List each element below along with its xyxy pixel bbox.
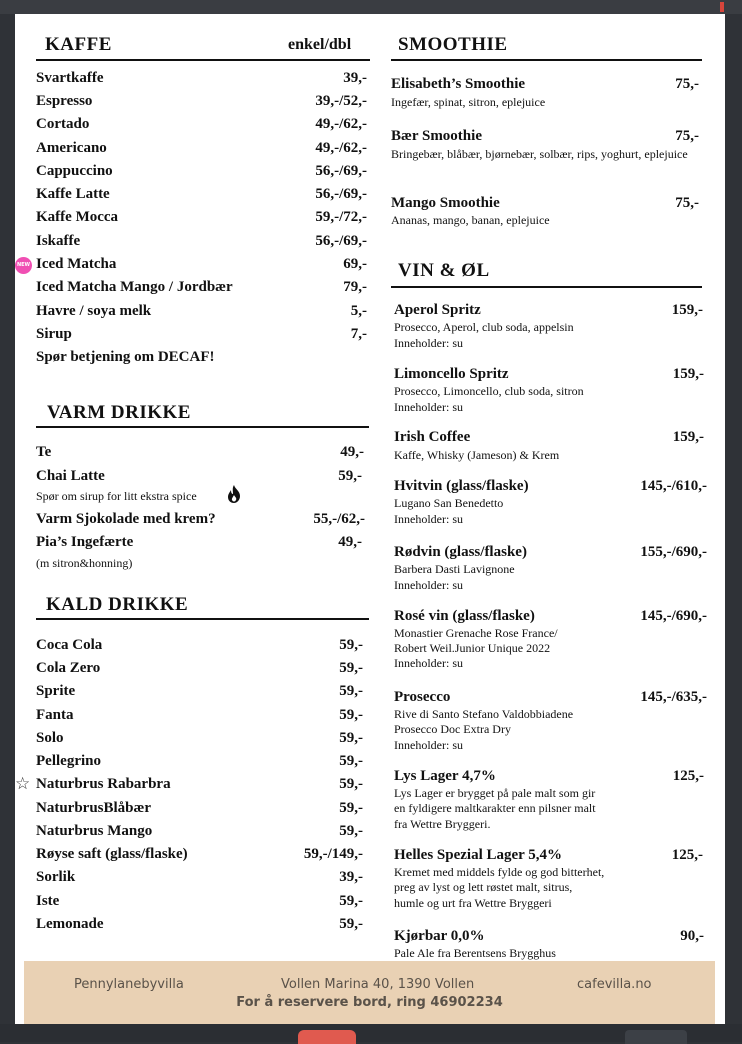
menu-item-name: Iskaffe bbox=[36, 233, 81, 249]
menu-item-price: 155,-/690,- bbox=[640, 544, 707, 560]
menu-item-price: 59,- bbox=[339, 916, 363, 932]
menu-item-name: Chai Latte bbox=[36, 468, 105, 484]
footer-reservation: For å reservere bord, ring 46902234 bbox=[236, 995, 503, 1010]
menu-item-name: Espresso bbox=[36, 93, 93, 109]
menu-item-price: 75,- bbox=[675, 128, 699, 144]
menu-item-price: 7,- bbox=[350, 326, 367, 342]
menu-item-price: 59,-/149,- bbox=[303, 846, 363, 862]
menu-item-name: Hvitvin (glass/flaske) bbox=[394, 478, 529, 494]
menu-item-price: 75,- bbox=[675, 195, 699, 211]
menu-item-name: Limoncello Spritz bbox=[394, 366, 509, 382]
menu-item-desc: Inneholder: su bbox=[394, 336, 463, 350]
menu-item-price: 145,-/610,- bbox=[640, 478, 707, 494]
smoothie-rule bbox=[391, 59, 702, 61]
star-icon: ☆ bbox=[15, 774, 31, 794]
menu-item-price: 145,-/690,- bbox=[640, 608, 707, 624]
menu-item-price: 5,- bbox=[350, 303, 367, 319]
footer-banner bbox=[24, 961, 715, 1024]
vin-rule bbox=[391, 286, 702, 288]
menu-item-desc: fra Wettre Bryggeri. bbox=[394, 817, 491, 831]
chai-note: Spør om sirup for litt ekstra spice bbox=[36, 489, 197, 503]
menu-item-name: Kaffe Mocca bbox=[36, 209, 119, 225]
menu-item-price: 69,- bbox=[343, 256, 367, 272]
menu-item-price: 59,- bbox=[339, 800, 363, 816]
footer-address: Vollen Marina 40, 1390 Vollen bbox=[281, 977, 475, 992]
menu-item-price: 49,-/62,- bbox=[315, 140, 367, 156]
menu-item-desc: Bringebær, blåbær, bjørnebær, solbær, rips, yoghurt, eplejuice bbox=[391, 147, 688, 161]
varm-rule bbox=[36, 426, 369, 428]
menu-item-price: 59,- bbox=[339, 893, 363, 909]
menu-item-name: Prosecco bbox=[394, 689, 451, 705]
menu-item-price: 59,-/72,- bbox=[315, 209, 367, 225]
menu-item-name: Iced Matcha bbox=[36, 256, 117, 272]
menu-item-name: Solo bbox=[36, 730, 64, 746]
menu-item-price: 90,- bbox=[680, 928, 704, 944]
menu-item-name: Havre / soya melk bbox=[36, 303, 152, 319]
menu-item-name: Pia’s Ingefærte bbox=[36, 534, 134, 550]
menu-item-name: Varm Sjokolade med krem? bbox=[36, 511, 216, 527]
menu-item-name: Iced Matcha Mango / Jordbær bbox=[36, 279, 233, 295]
menu-item-desc: Inneholder: su bbox=[394, 400, 463, 414]
menu-item-desc: Pale Ale fra Berentsens Brygghus bbox=[394, 946, 556, 960]
menu-item-name: Svartkaffe bbox=[36, 70, 104, 86]
menu-item-price: 59,- bbox=[338, 468, 362, 484]
menu-item-name: Kjørbar 0,0% bbox=[394, 928, 485, 944]
kaffe-subheader: enkel/dbl bbox=[288, 36, 352, 53]
menu-item-price: 56,-/69,- bbox=[315, 233, 367, 249]
menu-page bbox=[15, 14, 725, 1024]
vin-heading: VIN & ØL bbox=[398, 260, 490, 281]
menu-item-name: Lys Lager 4,7% bbox=[394, 768, 496, 784]
menu-item-price: 49,-/62,- bbox=[315, 116, 367, 132]
kaffe-heading: KAFFE bbox=[45, 34, 112, 55]
menu-item-desc: Kaffe, Whisky (Jameson) & Krem bbox=[394, 448, 560, 462]
kald-rule bbox=[36, 618, 369, 620]
menu-item-name: Fanta bbox=[36, 707, 74, 723]
menu-item-price: 79,- bbox=[343, 279, 367, 295]
menu-item-name: Naturbrus Rabarbra bbox=[36, 776, 171, 792]
menu-item-price: 39,-/52,- bbox=[315, 93, 367, 109]
menu-item-name: Helles Spezial Lager 5,4% bbox=[394, 847, 563, 863]
menu-item-name: NaturbrusBlåbær bbox=[36, 800, 152, 816]
menu-item-desc: Inneholder: su bbox=[394, 738, 463, 752]
menu-item-price: 125,- bbox=[671, 847, 703, 863]
menu-item-desc: Rive di Santo Stefano Valdobbiadene bbox=[394, 707, 574, 721]
smoothie-heading: SMOOTHIE bbox=[398, 34, 508, 55]
menu-item-price: 49,- bbox=[338, 534, 362, 550]
menu-item-price: 145,-/635,- bbox=[640, 689, 707, 705]
menu-item-desc: Lys Lager er brygget på pale malt som gir bbox=[394, 786, 596, 800]
menu-item-desc: Prosecco, Aperol, club soda, appelsin bbox=[394, 320, 574, 334]
menu-item-desc: Inneholder: su bbox=[394, 656, 463, 670]
menu-item-desc: Barbera Dasti Lavignone bbox=[394, 562, 515, 576]
new-badge: NEW bbox=[15, 257, 32, 274]
menu-item-price: 39,- bbox=[343, 70, 367, 86]
menu-item-price: 75,- bbox=[675, 76, 699, 92]
menu-item-desc: Inneholder: su bbox=[394, 512, 463, 526]
menu-item-name: Lemonade bbox=[36, 916, 104, 932]
menu-item-price: 56,-/69,- bbox=[315, 186, 367, 202]
menu-item-name: Naturbrus Mango bbox=[36, 823, 153, 839]
menu-item-price: 39,- bbox=[339, 869, 363, 885]
menu-item-name: Cortado bbox=[36, 116, 90, 132]
menu-item-price: 56,-/69,- bbox=[315, 163, 367, 179]
menu-item-name: Kaffe Latte bbox=[36, 186, 110, 202]
menu-item-name: Iste bbox=[36, 893, 60, 909]
menu-item-name: Røyse saft (glass/flaske) bbox=[36, 846, 188, 862]
menu-item-name: Elisabeth’s Smoothie bbox=[391, 76, 526, 92]
menu-item-name: Te bbox=[36, 444, 52, 460]
menu-item-price: 125,- bbox=[672, 768, 704, 784]
menu-item-price: 59,- bbox=[339, 730, 363, 746]
footer-instagram: Pennylanebyvilla bbox=[74, 977, 184, 992]
menu-item-desc: Ingefær, spinat, sitron, eplejuice bbox=[391, 95, 546, 109]
menu-item-name: Pellegrino bbox=[36, 753, 101, 769]
menu-item-price: 49,- bbox=[340, 444, 364, 460]
menu-item-name: Sirup bbox=[36, 326, 72, 342]
menu-item-desc: Kremet med middels fylde og god bitterhet, bbox=[394, 865, 605, 879]
ingefaer-note: (m sitron&honning) bbox=[36, 556, 133, 570]
viewer-bottom-bar bbox=[0, 1024, 742, 1042]
menu-item-name: Cola Zero bbox=[36, 660, 101, 676]
menu-item-name: Rødvin (glass/flaske) bbox=[394, 544, 527, 560]
menu-item-desc: Prosecco Doc Extra Dry bbox=[394, 722, 511, 736]
menu-item-name: Aperol Spritz bbox=[394, 302, 481, 318]
menu-item-desc: Monastier Grenache Rose France/ bbox=[394, 626, 558, 640]
menu-item-desc: Lugano San Benedetto bbox=[394, 496, 504, 510]
menu-item-price: 59,- bbox=[339, 660, 363, 676]
menu-item-desc: Ananas, mango, banan, eplejuice bbox=[391, 213, 550, 227]
viewer-tab-marker bbox=[720, 2, 724, 12]
menu-item-name: Americano bbox=[36, 140, 107, 156]
kald-heading: KALD DRIKKE bbox=[46, 594, 189, 615]
menu-item-desc: preg av lyst og lett røstet malt, sitrus, bbox=[394, 880, 573, 894]
menu-item-desc: Inneholder: su bbox=[394, 578, 463, 592]
menu-item-name: Mango Smoothie bbox=[391, 195, 500, 211]
menu-item-name: Bær Smoothie bbox=[391, 128, 482, 144]
menu-item-price: 159,- bbox=[671, 302, 703, 318]
fire-icon bbox=[225, 484, 243, 504]
menu-item-price: 59,- bbox=[339, 683, 363, 699]
menu-item-desc: en fyldigere maltkarakter enn pilsner malt bbox=[394, 801, 596, 815]
menu-item-price: 159,- bbox=[672, 429, 704, 445]
menu-item-desc: Prosecco, Limoncello, club soda, sitron bbox=[394, 384, 584, 398]
menu-item-desc: humle og urt fra Wettre Bryggeri bbox=[394, 896, 552, 910]
menu-item-price: 59,- bbox=[339, 707, 363, 723]
menu-item-name: Sprite bbox=[36, 683, 76, 699]
varm-heading: VARM DRIKKE bbox=[47, 402, 191, 423]
menu-item-price: 59,- bbox=[339, 823, 363, 839]
decaf-note: Spør betjening om DECAF! bbox=[36, 349, 215, 365]
viewer-top-bar bbox=[0, 0, 742, 14]
menu-item-desc: Robert Weil.Junior Unique 2022 bbox=[394, 641, 551, 655]
menu-item-name: Irish Coffee bbox=[394, 429, 471, 445]
menu-item-price: 55,-/62,- bbox=[313, 511, 365, 527]
footer-website[interactable]: cafevilla.no bbox=[577, 977, 652, 992]
kaffe-rule bbox=[36, 59, 370, 61]
menu-item-price: 159,- bbox=[672, 366, 704, 382]
menu-item-price: 59,- bbox=[339, 776, 363, 792]
menu-item-name: Sorlik bbox=[36, 869, 76, 885]
menu-item-price: 59,- bbox=[339, 637, 363, 653]
menu-item-price: 59,- bbox=[339, 753, 363, 769]
menu-item-name: Rosé vin (glass/flaske) bbox=[394, 608, 535, 624]
menu-item-name: Cappuccino bbox=[36, 163, 113, 179]
menu-item-name: Coca Cola bbox=[36, 637, 103, 653]
